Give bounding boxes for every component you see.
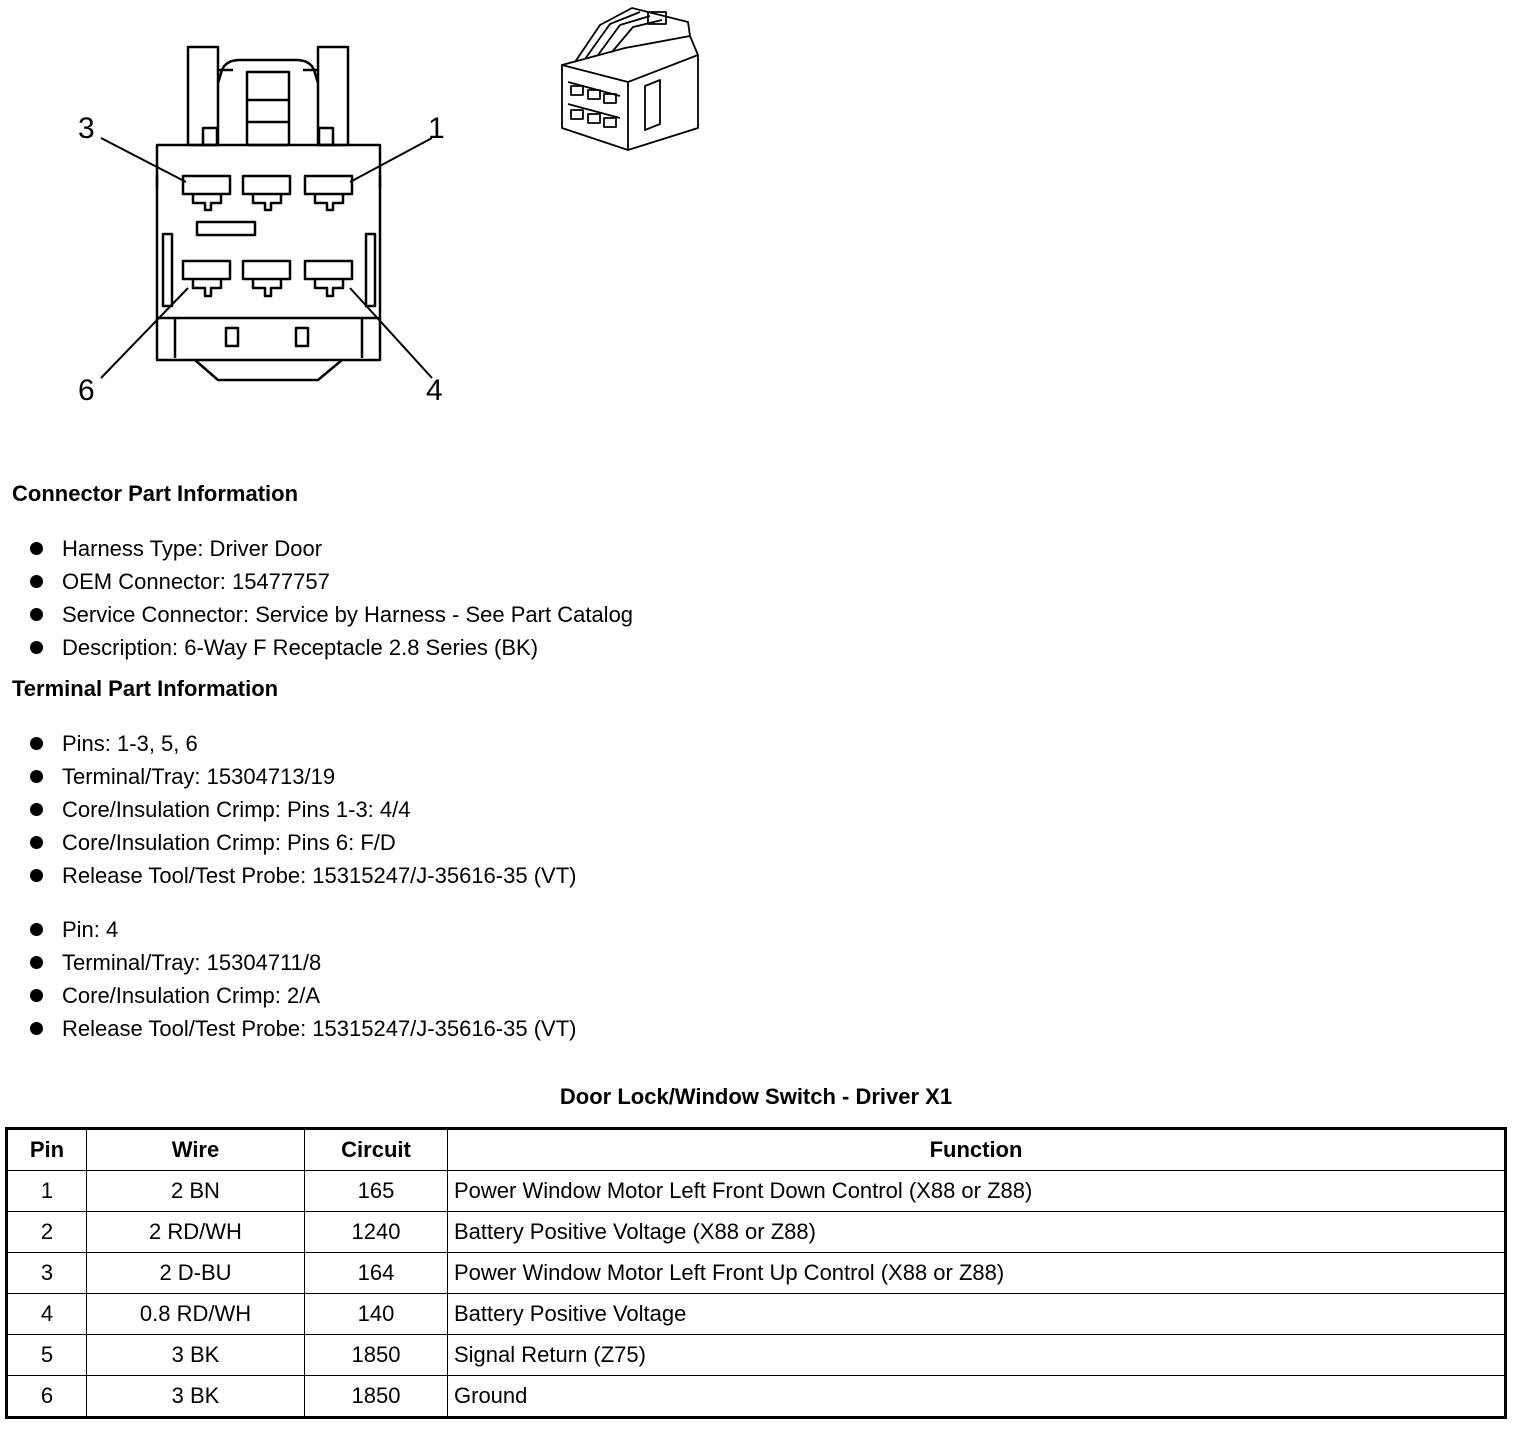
table-row — [7, 1171, 1506, 1212]
connector-diagram — [0, 0, 760, 440]
pin-label-1: 1 — [428, 112, 445, 145]
cell-circuit: 164 — [305, 1253, 448, 1294]
pin-leader-lines — [101, 138, 432, 378]
cell-function: Ground — [448, 1376, 1506, 1418]
cell-circuit: 1850 — [305, 1376, 448, 1418]
list-item: Harness Type: Driver Door — [28, 532, 633, 565]
list-item: Core/Insulation Crimp: Pins 6: F/D — [28, 826, 576, 859]
pin-label-4: 4 — [426, 374, 443, 407]
list-item: Terminal/Tray: 15304713/19 — [28, 760, 576, 793]
cell-function: Battery Positive Voltage (X88 or Z88) — [448, 1212, 1506, 1253]
table-title: Door Lock/Window Switch - Driver X1 — [559, 1084, 953, 1109]
cell-wire: 3 BK — [87, 1376, 305, 1418]
cell-pin: 6 — [7, 1376, 87, 1418]
cavity-6 — [183, 261, 230, 296]
cell-function: Power Window Motor Left Front Down Control (X88 or Z88) — [448, 1171, 1506, 1212]
cavity-2 — [243, 176, 290, 210]
cell-function: Signal Return (Z75) — [448, 1335, 1506, 1376]
table-row — [7, 1376, 1506, 1418]
header-circuit: Circuit — [305, 1129, 448, 1171]
cell-wire: 2 D-BU — [87, 1253, 305, 1294]
pin-label-3: 3 — [78, 112, 95, 145]
terminal-info-list-2 — [28, 913, 576, 1045]
terminal-info-title: Terminal Part Information — [12, 676, 279, 701]
connector-info-list — [28, 532, 633, 664]
table-row — [7, 1212, 1506, 1253]
cell-function: Battery Positive Voltage — [448, 1294, 1506, 1335]
header-wire: Wire — [87, 1129, 305, 1171]
list-item: Description: 6-Way F Receptacle 2.8 Series (BK) — [28, 631, 633, 664]
cell-wire: 2 RD/WH — [87, 1212, 305, 1253]
list-item: Pin: 4 — [28, 913, 576, 946]
list-item: Core/Insulation Crimp: 2/A — [28, 979, 576, 1012]
table-row — [7, 1253, 1506, 1294]
cell-pin: 2 — [7, 1212, 87, 1253]
cell-circuit: 140 — [305, 1294, 448, 1335]
cell-pin: 4 — [7, 1294, 87, 1335]
pinout-table — [5, 1127, 1507, 1419]
list-item: Release Tool/Test Probe: 15315247/J-35616-35 (VT) — [28, 1012, 576, 1045]
table-row — [7, 1294, 1506, 1335]
list-item: Pins: 1-3, 5, 6 — [28, 727, 576, 760]
pin-label-6: 6 — [78, 374, 95, 407]
list-item: Release Tool/Test Probe: 15315247/J-35616-35 (VT) — [28, 859, 576, 892]
connector-isometric-view — [562, 8, 698, 150]
list-item: OEM Connector: 15477757 — [28, 565, 633, 598]
connector-info-title: Connector Part Information — [12, 481, 299, 506]
cavity-1 — [305, 176, 352, 210]
connector-body — [157, 145, 380, 380]
cell-pin: 3 — [7, 1253, 87, 1294]
cavity-5 — [243, 261, 290, 296]
cell-wire: 2 BN — [87, 1171, 305, 1212]
cell-pin: 5 — [7, 1335, 87, 1376]
header-function: Function — [448, 1129, 1506, 1171]
cell-pin: 1 — [7, 1171, 87, 1212]
cell-circuit: 165 — [305, 1171, 448, 1212]
cell-function: Power Window Motor Left Front Up Control (X88 or Z88) — [448, 1253, 1506, 1294]
cell-circuit: 1240 — [305, 1212, 448, 1253]
cell-circuit: 1850 — [305, 1335, 448, 1376]
cavity-4 — [305, 261, 352, 296]
table-header-row — [7, 1129, 1506, 1171]
header-pin: Pin — [7, 1129, 87, 1171]
table-row — [7, 1335, 1506, 1376]
connector-latch — [188, 47, 348, 145]
terminal-info-list-1 — [28, 727, 576, 892]
cell-wire: 0.8 RD/WH — [87, 1294, 305, 1335]
cell-wire: 3 BK — [87, 1335, 305, 1376]
list-item: Core/Insulation Crimp: Pins 1-3: 4/4 — [28, 793, 576, 826]
cavity-3 — [183, 176, 230, 210]
list-item: Terminal/Tray: 15304711/8 — [28, 946, 576, 979]
list-item: Service Connector: Service by Harness - See Part Catalog — [28, 598, 633, 631]
